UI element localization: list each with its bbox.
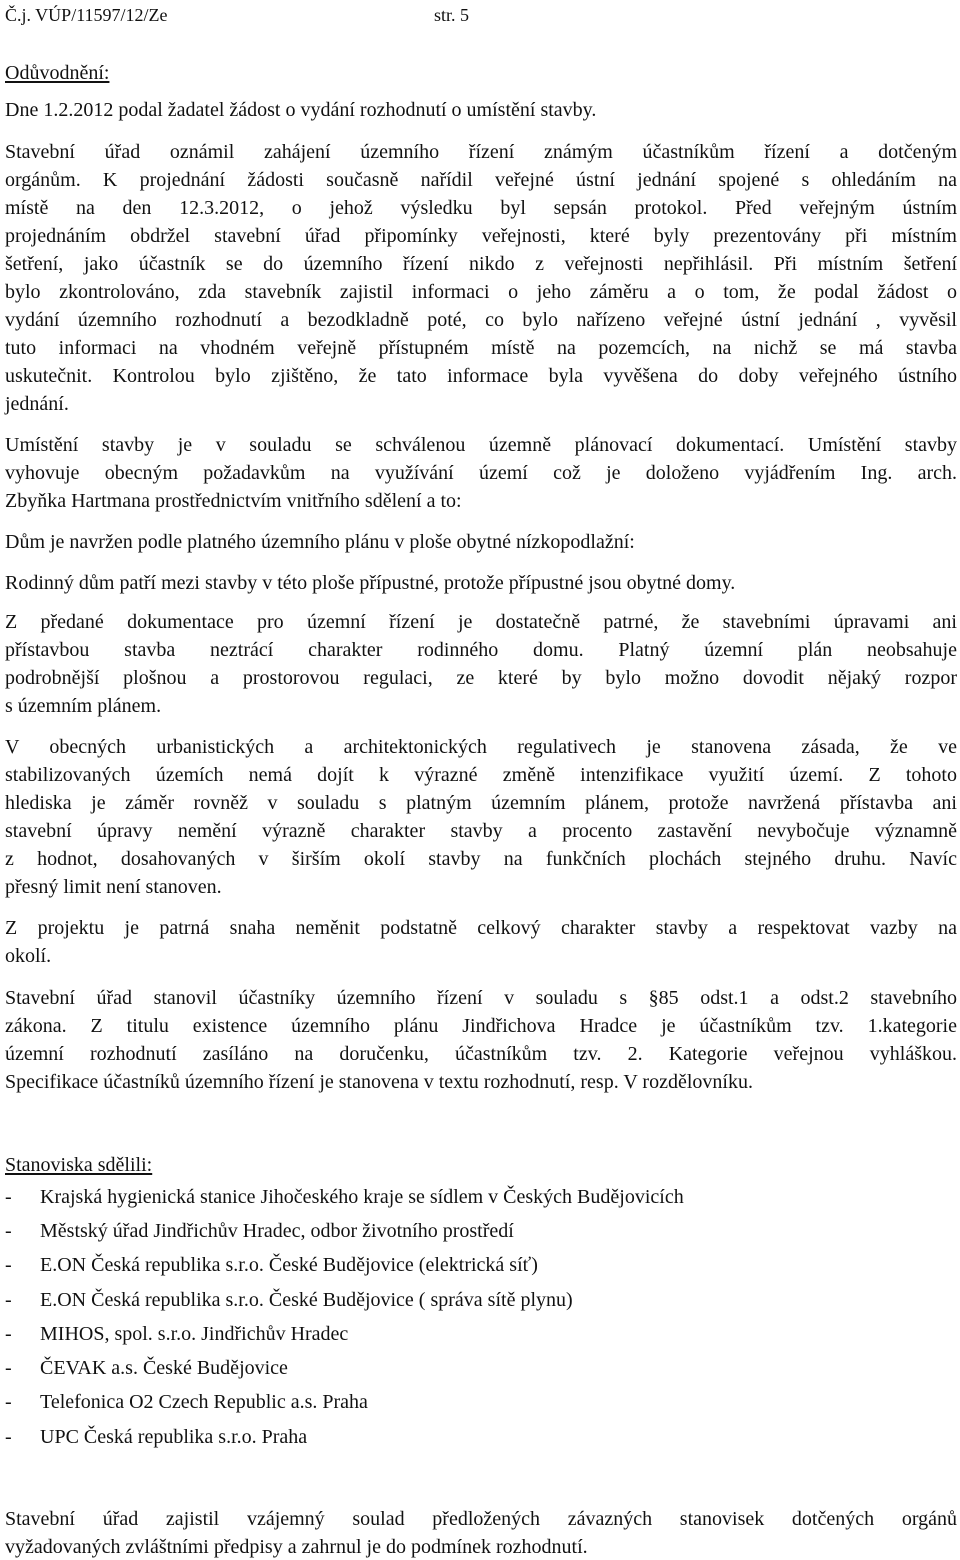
opinion-item-text: Městský úřad Jindřichův Hradec, odbor životního prostředí	[40, 1220, 514, 1242]
bullet-dash: -	[5, 1357, 12, 1379]
paragraph-line: vydání územního rozhodnutí a bezodkladně poté, co bylo nařízeno veřejné ústní jednání , vyvěsil	[5, 309, 957, 331]
paragraph-line: bylo zkontrolováno, zda stavebník zajistil informaci o jeho záměru a o tom, že podal žádost o	[5, 281, 957, 303]
paragraph-line: z hodnot, dosahovaných v širším okolí stavby na funkčních plochách stejného druhu. Navíc	[5, 848, 957, 870]
paragraph-line: přístavbou stavba neztrácí charakter rodinného domu. Platný územní plán neobsahuje	[5, 639, 957, 661]
opinion-item-text: ČEVAK a.s. České Budějovice	[40, 1357, 288, 1379]
paragraph-line: Z předané dokumentace pro územní řízení je dostatečně patrné, že stavebními úpravami ani	[5, 611, 957, 633]
opinion-item	[5, 1356, 957, 1380]
opinion-item	[5, 1322, 957, 1346]
opinion-item-text: MIHOS, spol. s.r.o. Jindřichův Hradec	[40, 1323, 349, 1345]
bullet-dash: -	[5, 1426, 12, 1448]
paragraph-line: Zbyňka Hartmana prostřednictvím vnitřního sdělení a to:	[5, 490, 462, 512]
opinion-item	[5, 1390, 957, 1414]
opinion-item-text: E.ON Česká republika s.r.o. České Budějovice ( správa sítě plynu)	[40, 1289, 573, 1311]
paragraph-line: Stavební úřad oznámil zahájení územního řízení známým účastníkům řízení a dotčeným	[5, 141, 957, 163]
paragraph-line: Umístění stavby je v souladu se schválenou územně plánovací dokumentací. Umístění stavby	[5, 434, 957, 456]
paragraph-line: V obecných urbanistických a architektonických regulativech je stanovena zásada, že ve	[5, 736, 957, 758]
opinion-item	[5, 1185, 957, 1209]
document-reference: Č.j. VÚP/11597/12/Ze	[5, 5, 168, 25]
page-number: str. 5	[434, 5, 470, 25]
paragraph-line: stabilizovaných územích nemá dojít k výrazné změně intenzifikace využití území. Z tohoto	[5, 764, 957, 786]
opinion-item	[5, 1288, 957, 1312]
paragraph-line: tuto informaci na vhodném veřejně přístupném místě na pozemcích, na nichž se má stavba	[5, 337, 957, 359]
paragraph-line: jednání.	[5, 393, 69, 415]
opinion-item-text: Krajská hygienická stanice Jihočeského kraje se sídlem v Českých Budějovicích	[40, 1186, 684, 1208]
paragraph-line: projednáním obdržel stavební úřad připomínky veřejnosti, které byly prezentovány při místním	[5, 225, 957, 247]
paragraph-line: Z projektu je patrná snaha neměnit podstatně celkový charakter stavby a respektovat vazby na	[5, 917, 957, 939]
opinion-item-text: E.ON Česká republika s.r.o. České Budějovice (elektrická síť)	[40, 1254, 538, 1276]
paragraph-line: podrobnější plošnou a prostorovou regulaci, ze které by bylo možno dovodit nějaký rozpor	[5, 667, 957, 689]
paragraph-line: Stavební úřad stanovil účastníky územního řízení v souladu s §85 odst.1 a odst.2 stavebního	[5, 987, 957, 1009]
paragraph-line: Rodinný dům patří mezi stavby v této ploše přípustné, protože přípustné jsou obytné domy.	[5, 572, 736, 594]
paragraph-line: okolí.	[5, 945, 52, 967]
paragraph-line: zákona. Z titulu existence územního plánu Jindřichova Hradce je účastníkům tzv. 1.kategorie	[5, 1015, 957, 1037]
paragraph-line: s územním plánem.	[5, 695, 162, 717]
bullet-dash: -	[5, 1186, 12, 1208]
opinion-item	[5, 1425, 957, 1449]
paragraph-line: stavební úpravy nemění výrazně charakter stavby a procento zastavění nevybočuje významně	[5, 820, 957, 842]
paragraph-line: orgánům. K projednání žádosti současně nařídil veřejné ústní jednání spojené s ohledáním na	[5, 169, 957, 191]
paragraph-line: vyhovuje obecným požadavkům na využívání území což je doloženo vyjádřením Ing. arch.	[5, 462, 957, 484]
paragraph-line: uskutečnit. Kontrolou bylo zjištěno, že tato informace byla vyvěšena do doby veřejného ústního	[5, 365, 957, 387]
paragraph-line: šetření, jako účastník se do územního řízení nikdo z veřejnosti nepřihlásil. Při místním šetření	[5, 253, 957, 275]
paragraph-line: vyžadovaných zvláštními předpisy a zahrnul je do podmínek rozhodnutí.	[5, 1536, 588, 1558]
bullet-dash: -	[5, 1391, 12, 1413]
bullet-dash: -	[5, 1220, 12, 1242]
paragraph-line: územní rozhodnutí zasíláno na doručenku, účastníkům tzv. 2. Kategorie veřejnou vyhláškou.	[5, 1043, 957, 1065]
opinion-item-text: Telefonica O2 Czech Republic a.s. Praha	[40, 1391, 368, 1413]
opinions-heading: Stanoviska sdělili:	[5, 1154, 153, 1176]
paragraph-line: přesný limit není stanoven.	[5, 876, 222, 898]
paragraph-line: hlediska je záměr rovněž v souladu s platným územním plánem, protože navržená přístavba ani	[5, 792, 957, 814]
bullet-dash: -	[5, 1289, 12, 1311]
bullet-dash: -	[5, 1254, 12, 1276]
bullet-dash: -	[5, 1323, 12, 1345]
opinion-item	[5, 1219, 957, 1243]
paragraph-line: Dne 1.2.2012 podal žadatel žádost o vydání rozhodnutí o umístění stavby.	[5, 99, 597, 121]
section-heading: Odůvodnění:	[5, 62, 110, 84]
paragraph-line: místě na den 12.3.2012, o jehož výsledku byl sepsán protokol. Před veřejným ústním	[5, 197, 957, 219]
paragraph-line: Stavební úřad zajistil vzájemný soulad předložených závazných stanovisek dotčených orgánů	[5, 1508, 957, 1530]
opinion-item	[5, 1253, 957, 1277]
opinion-item-text: UPC Česká republika s.r.o. Praha	[40, 1426, 308, 1448]
paragraph-line: Specifikace účastníků územního řízení je stanovena v textu rozhodnutí, resp. V rozdělovníku.	[5, 1071, 753, 1093]
paragraph-line: Dům je navržen podle platného územního plánu v ploše obytné nízkopodlažní:	[5, 531, 635, 553]
